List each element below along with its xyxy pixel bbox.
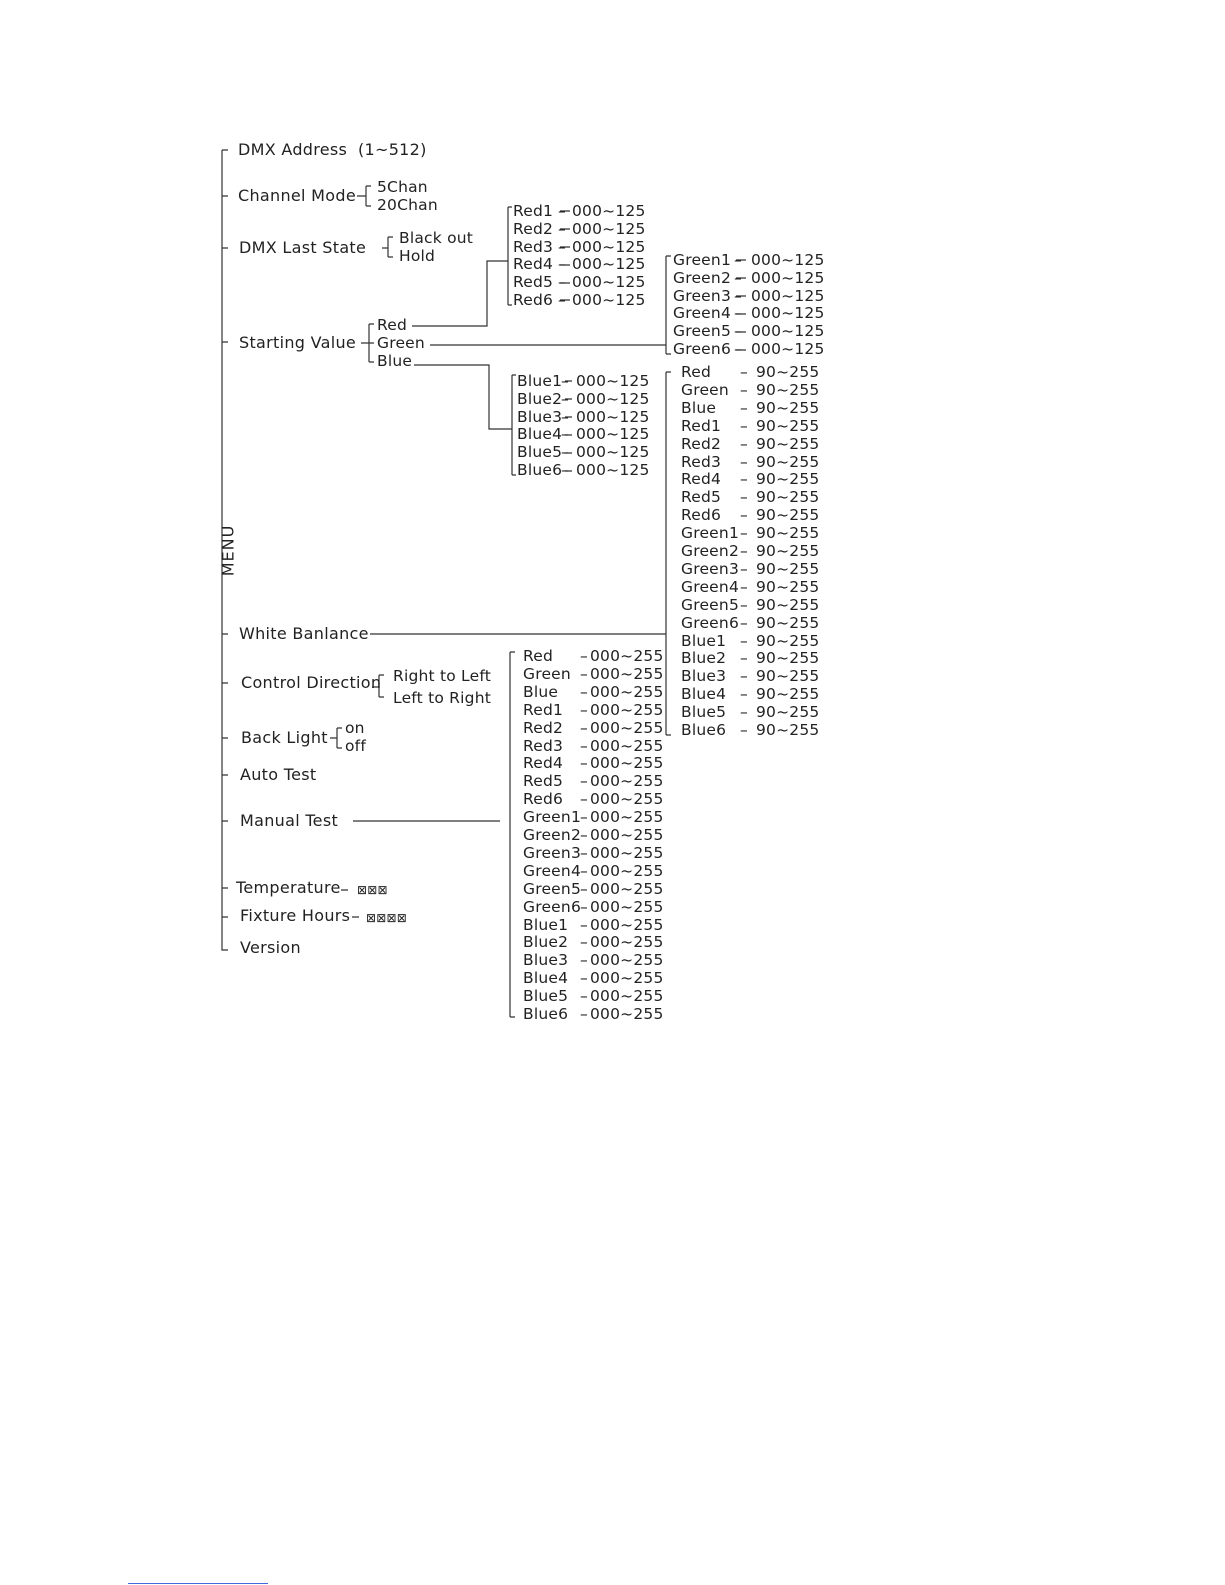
- white-balance-items-item-name: Green3: [681, 559, 740, 578]
- manual-test-items-item-name: Green6: [523, 897, 582, 916]
- white-balance-items-item-name: Green: [681, 380, 729, 399]
- white-balance-items-item-name: Red5: [681, 488, 722, 507]
- starting-green-item-dash: –: [734, 340, 742, 358]
- dmx-last-state-option: Hold: [399, 247, 436, 265]
- white-balance-items-item-dash: –: [740, 595, 748, 614]
- white-balance-items-item-dash: –: [740, 488, 748, 507]
- white-balance-items-item-name: Blue1: [681, 631, 727, 650]
- starting-red-item-dash: –: [558, 202, 566, 220]
- white-balance-items-item-name: Blue: [681, 398, 717, 417]
- starting-green-item-name: Green1: [673, 251, 732, 269]
- manual-test-items-item-name: Blue: [523, 682, 559, 701]
- starting-red-item-range: 000~125: [572, 255, 646, 274]
- manual-test-items-item-range: 000~255: [590, 861, 664, 880]
- manual-test-items-item-dash: –: [580, 1005, 588, 1023]
- starting-red-item-name: Red6: [513, 291, 554, 309]
- starting-blue-item-name: Blue5: [517, 443, 563, 462]
- starting-blue-item-name: Blue6: [517, 461, 563, 479]
- manual-test-items-item-range: 000~255: [590, 754, 664, 773]
- starting-blue-item-range: 000~125: [576, 443, 650, 462]
- manual-test-items-item-name: Blue6: [523, 1005, 569, 1023]
- white-balance-items-item-dash: –: [740, 613, 748, 632]
- manual-test-items-item-dash: –: [580, 808, 588, 827]
- manual-test-items-item-range: 000~255: [590, 897, 664, 916]
- manual-test-items-item-name: Red6: [523, 790, 564, 809]
- manual-test-items-item-range: 000~255: [590, 1005, 664, 1023]
- manual-test-items-item-dash: –: [580, 933, 588, 952]
- white-balance-items-item-name: Green6: [681, 613, 740, 632]
- manual-test-items-item-dash: –: [580, 754, 588, 773]
- starting-blue-item-range: 000~125: [576, 389, 650, 408]
- starting-green-item-range: 000~125: [751, 286, 825, 305]
- starting-green-item-name: Green5: [673, 322, 732, 341]
- manual-test-items-item-dash: –: [580, 969, 588, 988]
- starting-blue-item-name: Blue1: [517, 372, 563, 390]
- fixture-hours-value: ⊠⊠⊠⊠: [366, 911, 408, 925]
- menu-item-white-balance: White Banlance: [239, 624, 369, 643]
- manual-test-items-item-range: 000~255: [590, 969, 664, 988]
- starting-green-item-range: 000~125: [751, 304, 825, 323]
- starting-value-option-green: Green: [377, 334, 425, 352]
- white-balance-items-item-range: 90~255: [756, 577, 820, 596]
- white-balance-items-item-dash: –: [740, 416, 748, 435]
- manual-test-items-item-name: Blue2: [523, 933, 569, 952]
- starting-blue-item-range: 000~125: [576, 461, 650, 479]
- back-light-option: off: [345, 737, 366, 755]
- manual-test-items-item-dash: –: [580, 826, 588, 844]
- starting-red-item-name: Red5: [513, 273, 554, 292]
- control-direction-option: Right to Left: [393, 667, 491, 685]
- starting-red-item-dash: –: [558, 219, 566, 238]
- menu-item-control-direction: Control Direction: [241, 673, 382, 692]
- channel-mode-option: 5Chan: [377, 178, 428, 196]
- white-balance-items-item-name: Red1: [681, 416, 722, 435]
- starting-red-item-range: 000~125: [572, 202, 646, 220]
- manual-test-items-item-dash: –: [580, 664, 588, 683]
- white-balance-items-item-range: 90~255: [756, 380, 820, 399]
- white-balance-items-item-range: 90~255: [756, 721, 820, 739]
- menu-item-fixture-hours: Fixture Hours: [240, 906, 351, 925]
- manual-test-items-item-range: 000~255: [590, 664, 664, 683]
- manual-test-items-item-name: Red5: [523, 772, 564, 791]
- starting-blue-item-dash: –: [561, 407, 569, 426]
- white-balance-items-item-name: Green1: [681, 524, 740, 543]
- manual-test-items-item-dash: –: [580, 879, 588, 898]
- white-balance-items-item-name: Green2: [681, 542, 740, 560]
- menu-item-temperature: Temperature: [236, 878, 341, 897]
- manual-test-items-item-range: 000~255: [590, 951, 664, 970]
- white-balance-items-item-range: 90~255: [756, 649, 820, 668]
- starting-green-item-range: 000~125: [751, 322, 825, 341]
- manual-test-items-item-dash: –: [580, 772, 588, 791]
- starting-green-item-range: 000~125: [751, 268, 825, 287]
- starting-blue-item-name: Blue3: [517, 407, 563, 426]
- starting-green-item-dash: –: [734, 322, 742, 341]
- manual-test-items-item-range: 000~255: [590, 915, 664, 934]
- white-balance-items-item-range: 90~255: [756, 703, 820, 722]
- manual-test-items-item-name: Red2: [523, 718, 564, 737]
- white-balance-items-item-dash: –: [740, 649, 748, 668]
- manual-test-items-item-name: Green2: [523, 826, 582, 844]
- white-balance-items-item-dash: –: [740, 631, 748, 650]
- manual-test-items-item-range: 000~255: [590, 843, 664, 862]
- starting-red-item-range: 000~125: [572, 273, 646, 292]
- starting-green-item-range: 000~125: [751, 251, 825, 269]
- white-balance-items-item-range: 90~255: [756, 685, 820, 704]
- manual-test-items-item-name: Red1: [523, 700, 564, 719]
- manual-test-items-item-range: 000~255: [590, 987, 664, 1006]
- white-balance-items-item-name: Blue4: [681, 685, 727, 704]
- starting-red-item-name: Red4: [513, 255, 554, 274]
- starting-green-item-name: Green4: [673, 304, 732, 323]
- white-balance-items-item-dash: –: [740, 524, 748, 543]
- white-balance-items-item-range: 90~255: [756, 470, 820, 489]
- menu-root-label: MENU: [218, 524, 238, 577]
- starting-blue-item-range: 000~125: [576, 407, 650, 426]
- control-direction-option: Left to Right: [393, 689, 491, 707]
- starting-value-option-red: Red: [377, 316, 408, 334]
- manual-test-items-item-range: 000~255: [590, 682, 664, 701]
- manual-test-items-item-name: Red3: [523, 736, 564, 755]
- white-balance-items-item-range: 90~255: [756, 559, 820, 578]
- starting-green-item-range: 000~125: [751, 340, 825, 358]
- temperature-value: ⊠⊠⊠: [357, 883, 388, 897]
- starting-red-item-name: Red1: [513, 202, 554, 220]
- manual-test-items-item-dash: –: [580, 718, 588, 737]
- starting-blue-item-range: 000~125: [576, 425, 650, 444]
- starting-blue-item-dash: –: [561, 389, 569, 408]
- manual-test-items-item-range: 000~255: [590, 772, 664, 791]
- starting-red-item-range: 000~125: [572, 219, 646, 238]
- white-balance-items-item-range: 90~255: [756, 488, 820, 507]
- menu-item-manual-test: Manual Test: [240, 811, 339, 830]
- footer-link-rule: [128, 1583, 268, 1584]
- white-balance-items-item-name: Red: [681, 363, 712, 381]
- manual-test-items-item-dash: –: [580, 897, 588, 916]
- manual-test-items-item-name: Blue1: [523, 915, 569, 934]
- white-balance-items-item-dash: –: [740, 452, 748, 471]
- white-balance-items-item-dash: –: [740, 559, 748, 578]
- white-balance-items-item-name: Green5: [681, 595, 740, 614]
- manual-test-items-item-dash: –: [580, 987, 588, 1006]
- starting-blue-item-range: 000~125: [576, 372, 650, 390]
- manual-test-items-item-range: 000~255: [590, 879, 664, 898]
- white-balance-items-item-name: Red2: [681, 434, 722, 453]
- white-balance-items-item-range: 90~255: [756, 613, 820, 632]
- manual-test-items-item-range: 000~255: [590, 808, 664, 827]
- manual-test-items-item-dash: –: [580, 843, 588, 862]
- menu-item-back-light: Back Light: [241, 728, 328, 747]
- starting-green-item-name: Green6: [673, 340, 732, 358]
- back-light-option: on: [345, 719, 365, 737]
- white-balance-items-item-dash: –: [740, 542, 748, 560]
- manual-test-items-item-dash: –: [580, 951, 588, 970]
- starting-blue-item-dash: –: [561, 372, 569, 390]
- white-balance-items-item-range: 90~255: [756, 595, 820, 614]
- manual-test-items-item-range: 000~255: [590, 700, 664, 719]
- white-balance-items-item-name: Red4: [681, 470, 722, 489]
- manual-test-items-item-name: Red4: [523, 754, 564, 773]
- white-balance-items-item-range: 90~255: [756, 524, 820, 543]
- manual-test-items-item-dash: –: [580, 700, 588, 719]
- manual-test-items-item-name: Blue3: [523, 951, 569, 970]
- manual-test-items-item-dash: –: [580, 736, 588, 755]
- menu-item-auto-test: Auto Test: [240, 765, 317, 784]
- starting-red-item-dash: –: [558, 273, 566, 292]
- starting-red-item-name: Red3: [513, 237, 554, 256]
- starting-green-item-dash: –: [734, 286, 742, 305]
- white-balance-items-item-range: 90~255: [756, 363, 820, 381]
- white-balance-items-item-range: 90~255: [756, 542, 820, 560]
- white-balance-items-item-range: 90~255: [756, 416, 820, 435]
- white-balance-items-item-dash: –: [740, 703, 748, 722]
- manual-test-items-item-dash: –: [580, 682, 588, 701]
- starting-red-item-dash: –: [558, 255, 566, 274]
- manual-test-items-item-name: Green4: [523, 861, 582, 880]
- manual-test-items-item-name: Blue4: [523, 969, 569, 988]
- white-balance-items-item-range: 90~255: [756, 631, 820, 650]
- white-balance-items-item-dash: –: [740, 363, 748, 381]
- white-balance-items-item-dash: –: [740, 667, 748, 686]
- manual-test-items-item-name: Green: [523, 664, 571, 683]
- manual-test-items-item-name: Green3: [523, 843, 582, 862]
- white-balance-items-item-range: 90~255: [756, 452, 820, 471]
- white-balance-items-item-name: Blue2: [681, 649, 727, 668]
- white-balance-items-item-dash: –: [740, 721, 748, 739]
- starting-green-item-dash: –: [734, 251, 742, 269]
- manual-test-items-item-range: 000~255: [590, 826, 664, 844]
- manual-test-items-item-dash: –: [580, 647, 588, 665]
- starting-red-item-dash: –: [558, 291, 566, 309]
- white-balance-items-item-range: 90~255: [756, 506, 820, 525]
- white-balance-items-item-range: 90~255: [756, 398, 820, 417]
- white-balance-items-item-range: 90~255: [756, 434, 820, 453]
- white-balance-items-item-dash: –: [740, 380, 748, 399]
- white-balance-items-item-dash: –: [740, 506, 748, 525]
- manual-test-items-item-dash: –: [580, 861, 588, 880]
- manual-test-items-item-name: Green1: [523, 808, 582, 827]
- starting-blue-item-name: Blue2: [517, 389, 563, 408]
- manual-test-items-item-range: 000~255: [590, 736, 664, 755]
- starting-blue-item-dash: –: [561, 443, 569, 462]
- starting-red-item-name: Red2: [513, 219, 554, 238]
- white-balance-items-item-dash: –: [740, 470, 748, 489]
- white-balance-items-item-name: Red3: [681, 452, 722, 471]
- manual-test-items-item-name: Blue5: [523, 987, 569, 1006]
- white-balance-items-item-name: Blue5: [681, 703, 727, 722]
- manual-test-items-item-dash: –: [580, 790, 588, 809]
- white-balance-items-item-dash: –: [740, 434, 748, 453]
- starting-green-item-dash: –: [734, 304, 742, 323]
- white-balance-items-item-range: 90~255: [756, 667, 820, 686]
- manual-test-items-item-range: 000~255: [590, 718, 664, 737]
- starting-blue-item-dash: –: [561, 425, 569, 444]
- starting-red-item-range: 000~125: [572, 237, 646, 256]
- menu-item-dmx-last-state: DMX Last State: [239, 238, 367, 257]
- white-balance-items-item-dash: –: [740, 685, 748, 704]
- dmx-last-state-option: Black out: [399, 229, 474, 247]
- channel-mode-option: 20Chan: [377, 196, 438, 214]
- manual-test-items-item-name: Red: [523, 647, 554, 665]
- menu-item-version: Version: [240, 938, 301, 957]
- starting-red-item-dash: –: [558, 237, 566, 256]
- menu-item-dmx-address: DMX Address (1~512): [238, 140, 427, 159]
- white-balance-items-item-name: Red6: [681, 506, 722, 525]
- manual-test-items-item-range: 000~255: [590, 790, 664, 809]
- starting-blue-item-name: Blue4: [517, 425, 563, 444]
- starting-red-item-range: 000~125: [572, 291, 646, 309]
- white-balance-items-item-name: Blue6: [681, 721, 727, 739]
- white-balance-items-item-name: Blue3: [681, 667, 727, 686]
- white-balance-items-item-name: Green4: [681, 577, 740, 596]
- menu-item-starting-value: Starting Value: [239, 333, 357, 352]
- starting-green-item-name: Green2: [673, 268, 732, 287]
- manual-test-items-item-name: Green5: [523, 879, 582, 898]
- menu-item-channel-mode: Channel Mode: [238, 186, 356, 205]
- manual-test-items-item-range: 000~255: [590, 647, 664, 665]
- white-balance-items-item-dash: –: [740, 398, 748, 417]
- manual-test-items-item-dash: –: [580, 915, 588, 934]
- white-balance-items-item-dash: –: [740, 577, 748, 596]
- starting-value-option-blue: Blue: [377, 352, 413, 370]
- starting-blue-item-dash: –: [561, 461, 569, 479]
- starting-green-item-dash: –: [734, 268, 742, 287]
- manual-test-items-item-range: 000~255: [590, 933, 664, 952]
- starting-green-item-name: Green3: [673, 286, 732, 305]
